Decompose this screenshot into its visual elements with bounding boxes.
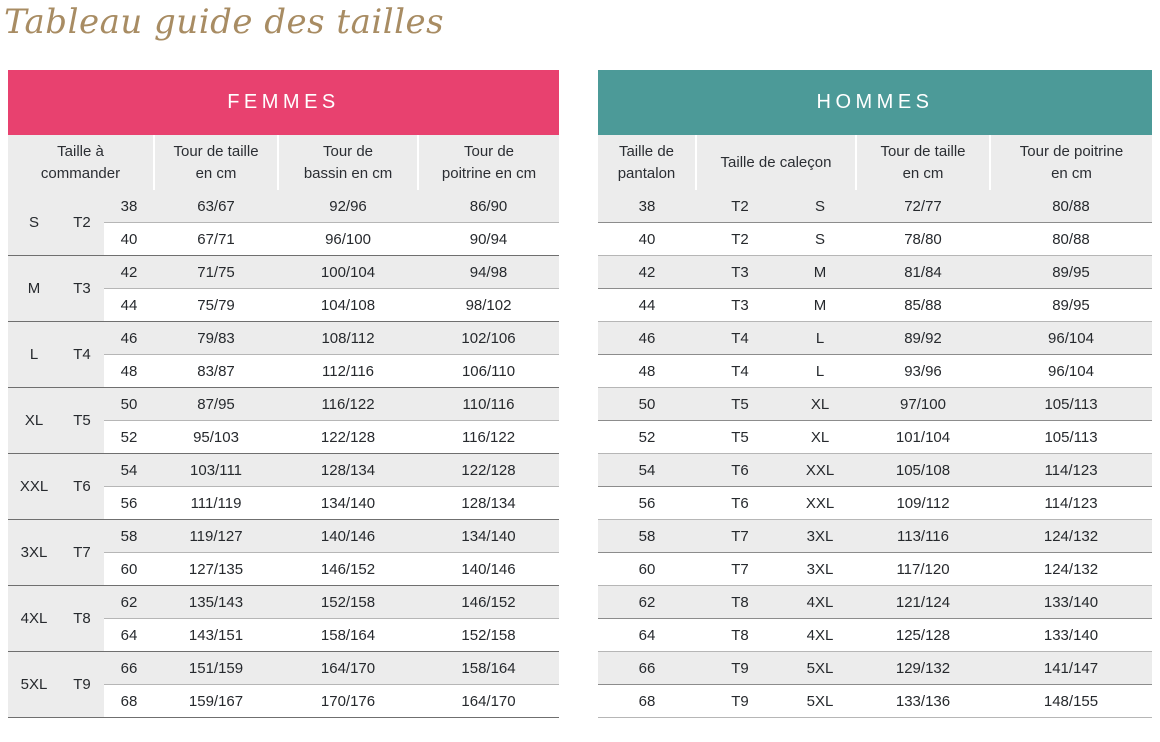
women-waist-cell: 103/111 (154, 454, 278, 487)
men-letter-size-cell: 3XL (784, 553, 856, 586)
women-bust-cell: 158/164 (418, 652, 559, 685)
women-order-number: 52 (104, 421, 154, 454)
women-bust-cell: 110/116 (418, 388, 559, 421)
women-size-label: XXL (8, 454, 60, 520)
table-row (598, 256, 1152, 289)
table-row (8, 322, 559, 355)
women-bust-cell: 128/134 (418, 487, 559, 520)
table-row (598, 553, 1152, 586)
table-row (8, 586, 559, 619)
table-row (8, 388, 559, 421)
women-hip-cell: 108/112 (278, 322, 418, 355)
women-hip-cell: 152/158 (278, 586, 418, 619)
women-hip-cell: 100/104 (278, 256, 418, 289)
women-bust-cell: 106/110 (418, 355, 559, 388)
women-bust-cell: 140/146 (418, 553, 559, 586)
women-hip-cell: 140/146 (278, 520, 418, 553)
women-hip-cell: 122/128 (278, 421, 418, 454)
men-t-size-cell: T5 (696, 421, 784, 454)
women-hip-cell: 112/116 (278, 355, 418, 388)
men-letter-size-cell: M (784, 289, 856, 322)
men-t-size-cell: T2 (696, 223, 784, 256)
table-row (598, 289, 1152, 322)
men-letter-size-cell: 5XL (784, 652, 856, 685)
women-bust-cell: 98/102 (418, 289, 559, 322)
table-row (8, 454, 559, 487)
table-row (598, 619, 1152, 652)
women-t-size: T6 (60, 454, 104, 520)
women-hip-cell: 158/164 (278, 619, 418, 652)
men-waist-cell: 133/136 (856, 685, 990, 718)
women-t-size: T4 (60, 322, 104, 388)
women-bust-cell: 152/158 (418, 619, 559, 652)
men-letter-size-cell: 4XL (784, 586, 856, 619)
men-trouser-size-cell: 60 (598, 553, 696, 586)
women-bust-cell: 146/152 (418, 586, 559, 619)
men-chest-cell: 89/95 (990, 256, 1152, 289)
women-order-number: 64 (104, 619, 154, 652)
women-size-label: XL (8, 388, 60, 454)
men-chest-cell: 105/113 (990, 421, 1152, 454)
men-chest-cell: 105/113 (990, 388, 1152, 421)
table-row (598, 322, 1152, 355)
women-size-label: 4XL (8, 586, 60, 652)
women-order-number: 48 (104, 355, 154, 388)
women-bust-cell: 164/170 (418, 685, 559, 718)
men-t-size-cell: T3 (696, 289, 784, 322)
men-letter-size-cell: L (784, 355, 856, 388)
women-bust-cell: 116/122 (418, 421, 559, 454)
women-bust-cell: 134/140 (418, 520, 559, 553)
women-order-number: 46 (104, 322, 154, 355)
men-header-waist: Tour de taille en cm (856, 135, 990, 190)
women-header-hip: Tour de bassin en cm (278, 135, 418, 190)
women-size-label: L (8, 322, 60, 388)
table-row (598, 388, 1152, 421)
women-table-body (8, 190, 559, 718)
women-hip-cell: 104/108 (278, 289, 418, 322)
women-bust-cell: 122/128 (418, 454, 559, 487)
men-t-size-cell: T9 (696, 652, 784, 685)
men-chest-cell: 89/95 (990, 289, 1152, 322)
men-letter-size-cell: S (784, 223, 856, 256)
men-waist-cell: 72/77 (856, 190, 990, 223)
women-waist-cell: 95/103 (154, 421, 278, 454)
men-table-body (598, 190, 1152, 718)
men-trouser-size-cell: 68 (598, 685, 696, 718)
men-waist-cell: 105/108 (856, 454, 990, 487)
women-waist-cell: 79/83 (154, 322, 278, 355)
men-letter-size-cell: XL (784, 421, 856, 454)
women-bust-cell: 94/98 (418, 256, 559, 289)
table-row (598, 421, 1152, 454)
women-waist-cell: 143/151 (154, 619, 278, 652)
men-trouser-size-cell: 62 (598, 586, 696, 619)
men-chest-cell: 80/88 (990, 190, 1152, 223)
table-row (598, 685, 1152, 718)
men-waist-cell: 109/112 (856, 487, 990, 520)
table-row (8, 652, 559, 685)
women-waist-cell: 75/79 (154, 289, 278, 322)
men-letter-size-cell: XL (784, 388, 856, 421)
men-t-size-cell: T3 (696, 256, 784, 289)
women-order-number: 54 (104, 454, 154, 487)
men-letter-size-cell: 3XL (784, 520, 856, 553)
women-waist-cell: 87/95 (154, 388, 278, 421)
women-header-waist: Tour de taille en cm (154, 135, 278, 190)
women-hip-cell: 134/140 (278, 487, 418, 520)
women-t-size: T7 (60, 520, 104, 586)
men-waist-cell: 113/116 (856, 520, 990, 553)
women-size-panel (8, 70, 559, 718)
women-order-number: 42 (104, 256, 154, 289)
table-row (598, 487, 1152, 520)
table-row (8, 256, 559, 289)
table-row (598, 520, 1152, 553)
men-t-size-cell: T7 (696, 553, 784, 586)
women-size-label: 5XL (8, 652, 60, 718)
men-chest-cell: 114/123 (990, 487, 1152, 520)
women-hip-cell: 146/152 (278, 553, 418, 586)
men-letter-size-cell: S (784, 190, 856, 223)
men-trouser-size-cell: 40 (598, 223, 696, 256)
women-size-table (8, 135, 559, 718)
table-row (598, 355, 1152, 388)
women-header-bust: Tour de poitrine en cm (418, 135, 559, 190)
women-order-number: 38 (104, 190, 154, 223)
men-chest-cell: 124/132 (990, 553, 1152, 586)
women-waist-cell: 71/75 (154, 256, 278, 289)
women-order-number: 66 (104, 652, 154, 685)
men-header-trouser-size: Taille de pantalon (598, 135, 696, 190)
women-hip-cell: 128/134 (278, 454, 418, 487)
men-chest-cell: 114/123 (990, 454, 1152, 487)
men-header-row (598, 135, 1152, 190)
women-hip-cell: 96/100 (278, 223, 418, 256)
women-t-size: T3 (60, 256, 104, 322)
table-row (598, 652, 1152, 685)
women-bust-cell: 86/90 (418, 190, 559, 223)
men-trouser-size-cell: 64 (598, 619, 696, 652)
men-trouser-size-cell: 38 (598, 190, 696, 223)
women-order-number: 68 (104, 685, 154, 718)
women-hip-cell: 92/96 (278, 190, 418, 223)
men-size-table (598, 135, 1152, 718)
men-header-chest: Tour de poitrine en cm (990, 135, 1152, 190)
table-row (8, 190, 559, 223)
men-trouser-size-cell: 52 (598, 421, 696, 454)
men-letter-size-cell: XXL (784, 454, 856, 487)
women-banner: FEMMES (8, 70, 559, 135)
men-waist-cell: 129/132 (856, 652, 990, 685)
women-hip-cell: 170/176 (278, 685, 418, 718)
men-chest-cell: 133/140 (990, 619, 1152, 652)
men-t-size-cell: T7 (696, 520, 784, 553)
table-row (8, 520, 559, 553)
men-trouser-size-cell: 50 (598, 388, 696, 421)
women-waist-cell: 159/167 (154, 685, 278, 718)
men-chest-cell: 148/155 (990, 685, 1152, 718)
table-row (598, 454, 1152, 487)
men-waist-cell: 117/120 (856, 553, 990, 586)
women-waist-cell: 127/135 (154, 553, 278, 586)
women-order-number: 60 (104, 553, 154, 586)
men-letter-size-cell: 4XL (784, 619, 856, 652)
women-waist-cell: 67/71 (154, 223, 278, 256)
men-letter-size-cell: 5XL (784, 685, 856, 718)
men-t-size-cell: T8 (696, 586, 784, 619)
men-t-size-cell: T4 (696, 322, 784, 355)
women-order-number: 44 (104, 289, 154, 322)
men-waist-cell: 121/124 (856, 586, 990, 619)
men-t-size-cell: T6 (696, 487, 784, 520)
women-order-number: 40 (104, 223, 154, 256)
women-t-size: T8 (60, 586, 104, 652)
women-t-size: T9 (60, 652, 104, 718)
men-t-size-cell: T9 (696, 685, 784, 718)
women-waist-cell: 151/159 (154, 652, 278, 685)
table-row (598, 223, 1152, 256)
men-chest-cell: 124/132 (990, 520, 1152, 553)
men-letter-size-cell: XXL (784, 487, 856, 520)
men-chest-cell: 80/88 (990, 223, 1152, 256)
men-banner: HOMMES (598, 70, 1152, 135)
women-order-number: 56 (104, 487, 154, 520)
women-waist-cell: 111/119 (154, 487, 278, 520)
women-bust-cell: 102/106 (418, 322, 559, 355)
men-chest-cell: 96/104 (990, 322, 1152, 355)
women-t-size: T2 (60, 190, 104, 256)
women-order-number: 58 (104, 520, 154, 553)
men-letter-size-cell: L (784, 322, 856, 355)
women-waist-cell: 135/143 (154, 586, 278, 619)
women-size-label: M (8, 256, 60, 322)
men-chest-cell: 141/147 (990, 652, 1152, 685)
women-waist-cell: 63/67 (154, 190, 278, 223)
men-header-underwear-size: Taille de caleçon (696, 135, 856, 190)
women-header-order-size: Taille à commander (8, 135, 154, 190)
men-t-size-cell: T5 (696, 388, 784, 421)
women-waist-cell: 83/87 (154, 355, 278, 388)
men-t-size-cell: T8 (696, 619, 784, 652)
men-trouser-size-cell: 54 (598, 454, 696, 487)
men-waist-cell: 101/104 (856, 421, 990, 454)
women-order-number: 50 (104, 388, 154, 421)
women-order-number: 62 (104, 586, 154, 619)
men-chest-cell: 96/104 (990, 355, 1152, 388)
men-t-size-cell: T4 (696, 355, 784, 388)
men-trouser-size-cell: 46 (598, 322, 696, 355)
men-trouser-size-cell: 48 (598, 355, 696, 388)
women-hip-cell: 164/170 (278, 652, 418, 685)
men-waist-cell: 85/88 (856, 289, 990, 322)
table-row (598, 586, 1152, 619)
men-waist-cell: 93/96 (856, 355, 990, 388)
men-waist-cell: 125/128 (856, 619, 990, 652)
women-waist-cell: 119/127 (154, 520, 278, 553)
men-trouser-size-cell: 44 (598, 289, 696, 322)
men-trouser-size-cell: 56 (598, 487, 696, 520)
men-waist-cell: 89/92 (856, 322, 990, 355)
men-trouser-size-cell: 42 (598, 256, 696, 289)
men-waist-cell: 81/84 (856, 256, 990, 289)
men-waist-cell: 97/100 (856, 388, 990, 421)
women-bust-cell: 90/94 (418, 223, 559, 256)
women-hip-cell: 116/122 (278, 388, 418, 421)
men-t-size-cell: T6 (696, 454, 784, 487)
page-title: Tableau guide des tailles (4, 2, 445, 42)
women-t-size: T5 (60, 388, 104, 454)
men-chest-cell: 133/140 (990, 586, 1152, 619)
table-row (598, 190, 1152, 223)
women-header-row (8, 135, 559, 190)
women-size-label: 3XL (8, 520, 60, 586)
men-trouser-size-cell: 58 (598, 520, 696, 553)
men-letter-size-cell: M (784, 256, 856, 289)
men-trouser-size-cell: 66 (598, 652, 696, 685)
women-size-label: S (8, 190, 60, 256)
men-waist-cell: 78/80 (856, 223, 990, 256)
men-size-panel (598, 70, 1152, 718)
men-t-size-cell: T2 (696, 190, 784, 223)
